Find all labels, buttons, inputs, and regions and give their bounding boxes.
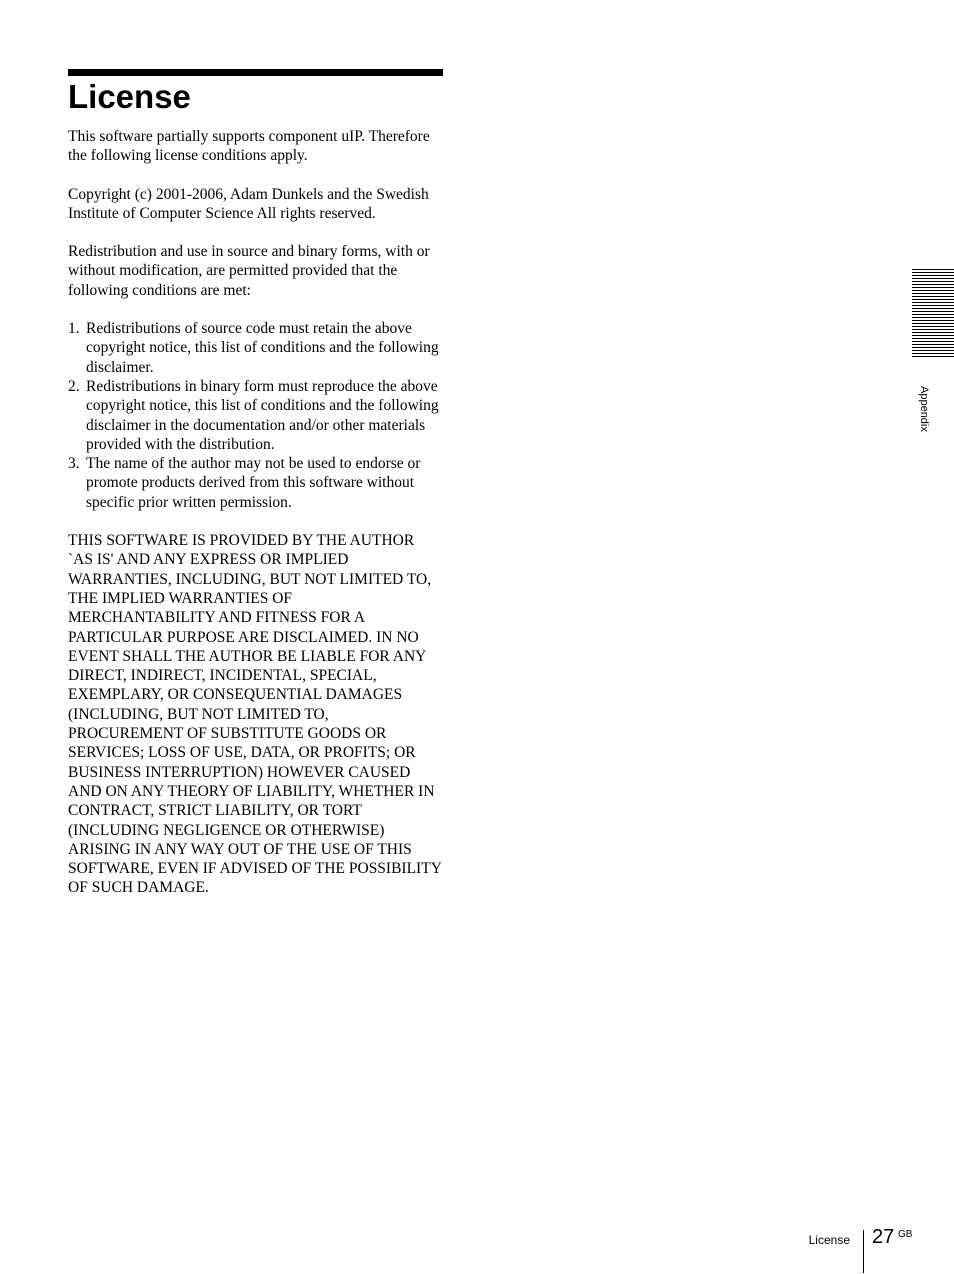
- license-body: [68, 127, 443, 917]
- copyright-paragraph: Copyright (c) 2001-2006, Adam Dunkels and the Swedish Institute of Computer Science All rights reserved.: [68, 185, 429, 222]
- list-item-number: 1.: [68, 320, 80, 338]
- page-number: 27: [872, 1226, 895, 1248]
- list-item-text: Redistributions of source code must retain the above copyright notice, this list of conditions and the following disclaimer.: [86, 320, 439, 376]
- footer-divider: [863, 1230, 864, 1273]
- conditions-list: [68, 319, 443, 512]
- redistribution-paragraph: Redistribution and use in source and binary forms, with or without modification, are permitted provided that the following conditions are met:: [68, 243, 430, 299]
- disclaimer-paragraph: THIS SOFTWARE IS PROVIDED BY THE AUTHOR `AS IS' AND ANY EXPRESS OR IMPLIED WARRANTIES, INCLUDING, BUT NOT LIMITED TO, THE IMPLIED WARRANTIES OF MERCHANTABILITY AND FITNESS FOR A PARTICULAR PURPOSE ARE DISCLAIMED. IN NO EVENT SHALL THE AUTHOR BE LIABLE FOR ANY DIRECT, INDIRECT, INCIDENTAL, SPECIAL, EXEMPLARY, OR CONSEQUENTIAL DAMAGES (INCLUDING, BUT NOT LIMITED TO, PROCUREMENT OF SUBSTITUTE GOODS OR SERVICES; LOSS OF USE, DATA, OR PROFITS; OR BUSINESS INTERRUPTION) HOWEVER CAUSED AND ON ANY THEORY OF LIABILITY, WHETHER IN CONTRACT, STRICT LIABILITY, OR TORT (INCLUDING NEGLIGENCE OR OTHERWISE) ARISING IN ANY WAY OUT OF THE USE OF THIS SOFTWARE, EVEN IF ADVISED OF THE POSSIBILITY OF SUCH DAMAGE.: [68, 532, 442, 897]
- page-number-suffix: GB: [898, 1229, 913, 1240]
- list-item: [68, 454, 443, 512]
- title-rule: [68, 69, 443, 76]
- list-item-number: 3.: [68, 455, 80, 473]
- section-tab-marker: [912, 269, 954, 359]
- list-item: [68, 319, 443, 377]
- list-item-text: Redistributions in binary form must reproduce the above copyright notice, this list of conditions and the following disclaimer in the documentation and/or other materials provided with the distribution.: [86, 377, 439, 453]
- list-item-text: The name of the author may not be used to endorse or promote products derived from this software without specific prior written permission.: [86, 455, 421, 511]
- list-item-number: 2.: [68, 377, 80, 395]
- list-item: [68, 377, 443, 454]
- footer-section-label: License: [808, 1233, 850, 1247]
- intro-paragraph: This software partially supports component uIP. Therefore the following license conditions apply.: [68, 128, 430, 165]
- page-title: License: [68, 78, 191, 115]
- section-tab-label: Appendix: [918, 386, 930, 432]
